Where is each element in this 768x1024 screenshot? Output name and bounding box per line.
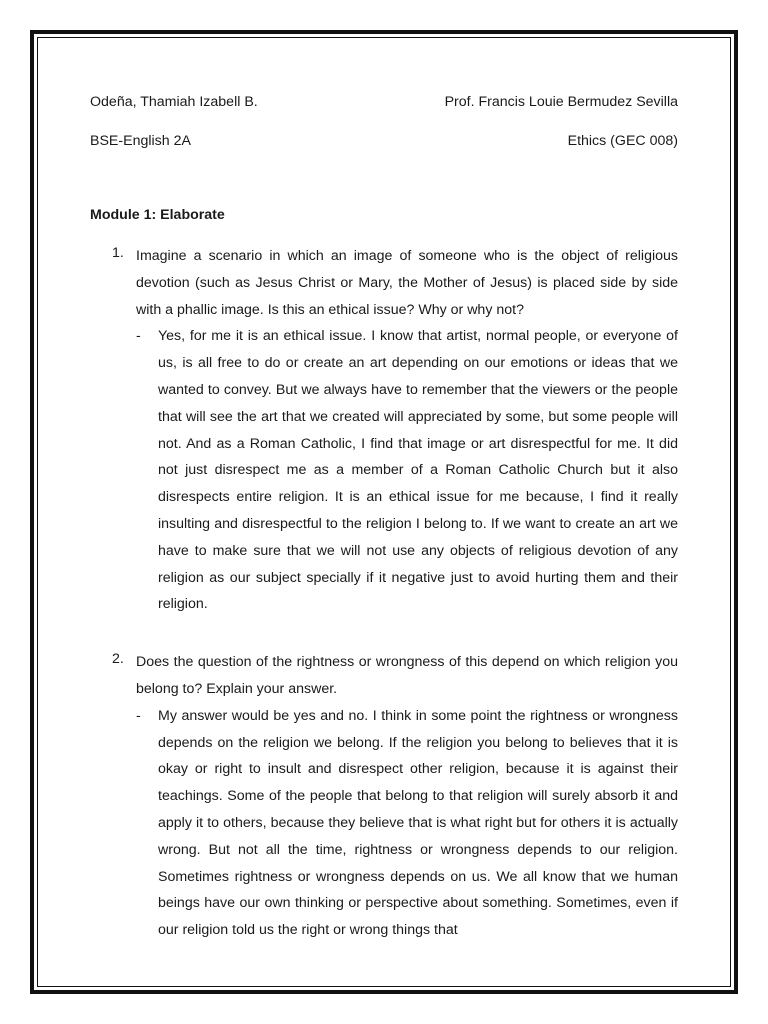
question-text: Does the question of the rightness or wrongness of this depend on which religion you belong to? Explain your answer. bbox=[136, 654, 678, 697]
answer-text: Yes, for me it is an ethical issue. I know that artist, normal people, or everyone of us, is all free to do or create an art depending on our emotions or ideas that we wanted to convey. But we always have to remember that the viewers or the people that will see the art that we created will appreciated by some, but some people will not. And as a Roman Catholic, I find that image or art disrespectful for me. It did not just disrespect me as a member of a Roman Catholic Church but it also disrespects entire religion. It is an ethical issue for me because, I find it really insulting and disrespectful to the religion I belong to. If we want to create an art we have to make sure that we will not use any objects of religious devotion of any religion as our subject specially if it negative just to avoid hurting them and their religion. bbox=[158, 328, 678, 613]
student-name: Odeña, Thamiah Izabell B. bbox=[90, 94, 258, 110]
answer-block bbox=[136, 323, 678, 618]
module-title: Module 1: Elaborate bbox=[90, 207, 225, 223]
question-number: 2. bbox=[112, 651, 124, 668]
question-item-1 bbox=[90, 243, 678, 618]
answer-bullet: - bbox=[136, 707, 141, 724]
course-label: Ethics (GEC 008) bbox=[567, 133, 678, 149]
header-row-1 bbox=[90, 92, 678, 112]
question-text: Imagine a scenario in which an image of someone who is the object of religious devotion (such as Jesus Christ or Mary, the Mother of Jesus) is placed side by side with a phallic image. Is this an ethical issue? Why or why not? bbox=[136, 248, 678, 318]
document-content bbox=[90, 92, 678, 944]
header-row-2 bbox=[90, 131, 678, 151]
answer-bullet: - bbox=[136, 328, 141, 345]
question-number: 1. bbox=[112, 245, 124, 261]
professor-name: Prof. Francis Louie Bermudez Sevilla bbox=[444, 94, 678, 110]
answer-block bbox=[136, 703, 678, 944]
question-list bbox=[90, 243, 678, 944]
answer-text: My answer would be yes and no. I think in some point the rightness or wrongness depends on the religion we belong. If the religion you belong to believes that it is okay or right to insult and disrespect other religion, because it is against their teachings. Some of the people that belong to that religion will surely absorb it and apply it to others, because they believe that is what right but for others it is actually wrong. But not all the time, rightness or wrongness depends to our religion. Sometimes rightness or wrongness depends on us. We all know that we human beings have our own thinking or perspective about something. Sometimes, even if our religion told us the right or wrong things that bbox=[158, 707, 678, 939]
question-item-2 bbox=[90, 649, 678, 944]
section-label: BSE-English 2A bbox=[90, 133, 191, 149]
